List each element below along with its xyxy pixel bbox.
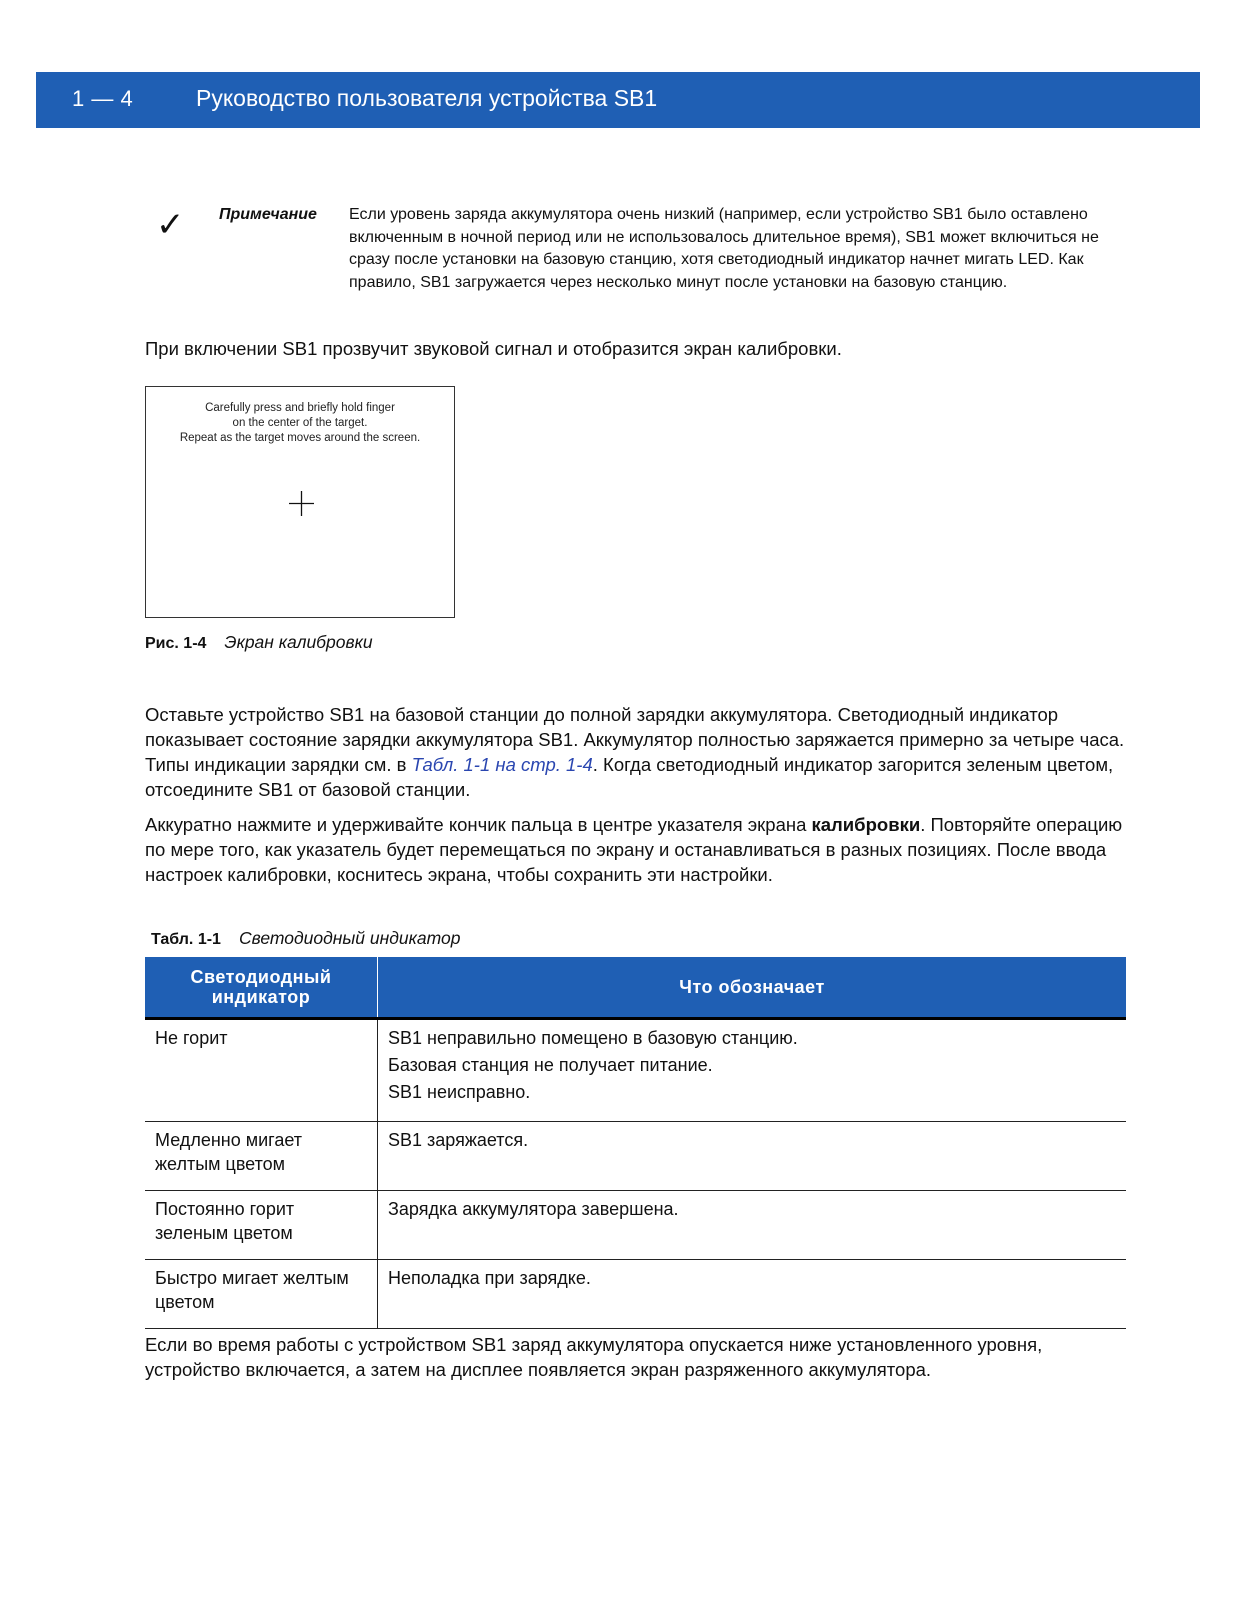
calibration-line-1: Carefully press and briefly hold finger (205, 402, 395, 414)
figure-number: Рис. 1-4 (145, 635, 207, 652)
meaning-line: Зарядка аккумулятора завершена. (388, 1199, 679, 1219)
indicator-cell: Не горит (145, 1019, 378, 1122)
table-number: Табл. 1-1 (151, 931, 221, 948)
meaning-cell (378, 1191, 1127, 1260)
figure-caption (145, 632, 373, 653)
indicator-cell: Медленно мигает желтым цветом (145, 1122, 378, 1191)
calibration-line-2: on the center of the target. (232, 417, 368, 429)
paragraph-charge-text: Оставьте устройство SB1 на базовой станции до полной зарядки аккумулятора. Светодиодный индикатор показывает состояние зарядки аккумулятора SB1. Аккумулятор полностью заряжается примерно за четыре часа. Типы индикации зарядки см. в (145, 704, 1125, 775)
table-reference-link[interactable]: Табл. 1-1 на стр. 1-4 (411, 754, 593, 775)
table-title: Светодиодный индикатор (238, 928, 461, 948)
paragraph-charge (145, 702, 1135, 802)
note-text: Если уровень заряда аккумулятора очень низкий (например, если устройство SB1 было оставлено включенным в ночной период или не использовалось длительное время), SB1 может включиться не сразу после установки на базовую станцию, хотя светодиодный индикатор начнет мигать LED. Как правило, SB1 загружается через несколько минут после установки на базовую станцию. (349, 206, 1099, 291)
table-row (145, 1122, 1126, 1191)
meaning-cell (378, 1122, 1127, 1191)
led-indicator-table (145, 957, 1126, 1329)
calibration-bold-term: калибровки (811, 814, 921, 835)
header-indicator-line-1: Светодиодный (190, 967, 332, 987)
indicator-cell: Постоянно горит зеленым цветом (145, 1191, 378, 1260)
page-header (36, 72, 1200, 128)
header-indicator-line-2: индикатор (211, 987, 311, 1007)
document-title: Руководство пользователя устройства SB1 (196, 85, 658, 111)
table-caption (151, 928, 461, 949)
calibration-line-3: Repeat as the target moves around the screen. (179, 432, 421, 444)
paragraph-calibrate (145, 812, 1135, 887)
table-header-row (145, 957, 1126, 1019)
paragraph-power-on: При включении SB1 прозвучит звуковой сигнал и отобразится экран калибровки. (145, 338, 842, 359)
indicator-cell: Быстро мигает желтым цветом (145, 1260, 378, 1329)
crosshair-target-icon (289, 491, 314, 516)
meaning-cell (378, 1260, 1127, 1329)
paragraph-calibrate-text-end: . Повторяйте операцию по мере того, как указатель будет перемещаться по экрану и останавливаться в разных позициях. После ввода настроек калибровки, коснитесь экрана, чтобы сохранить эти настройки. (145, 814, 1123, 885)
calibration-instructions (146, 401, 454, 446)
meaning-line: Неполадка при зарядке. (388, 1268, 591, 1288)
checkmark-icon: ✓ (156, 206, 185, 244)
paragraph-calibrate-text: Аккуратно нажмите и удерживайте кончик пальца в центре указателя экрана (145, 814, 812, 835)
paragraph-charge-text-end: . Когда светодиодный индикатор загорится зеленым цветом, отсоедините SB1 от базовой станции. (145, 754, 1114, 800)
meaning-line: SB1 неисправно. (388, 1082, 531, 1102)
meaning-line: SB1 неправильно помещено в базовую станцию. (388, 1028, 798, 1048)
header-indicator (145, 957, 378, 1019)
header-meaning: Что обозначает (378, 957, 1127, 1019)
table-row (145, 1019, 1126, 1122)
calibration-screen-figure (145, 386, 455, 618)
table-row (145, 1191, 1126, 1260)
page-number: 1 — 4 (72, 86, 134, 111)
table-row (145, 1260, 1126, 1329)
meaning-line: SB1 заряжается. (388, 1130, 529, 1150)
note-label: Примечание (219, 206, 317, 223)
paragraph-low-battery: Если во время работы с устройством SB1 заряд аккумулятора опускается ниже установленного уровня, устройство включается, а затем на дисплее появляется экран разряженного аккумулятора. (145, 1334, 1043, 1380)
meaning-line: Базовая станция не получает питание. (388, 1055, 713, 1075)
figure-title: Экран калибровки (224, 632, 373, 652)
meaning-cell (378, 1019, 1127, 1122)
